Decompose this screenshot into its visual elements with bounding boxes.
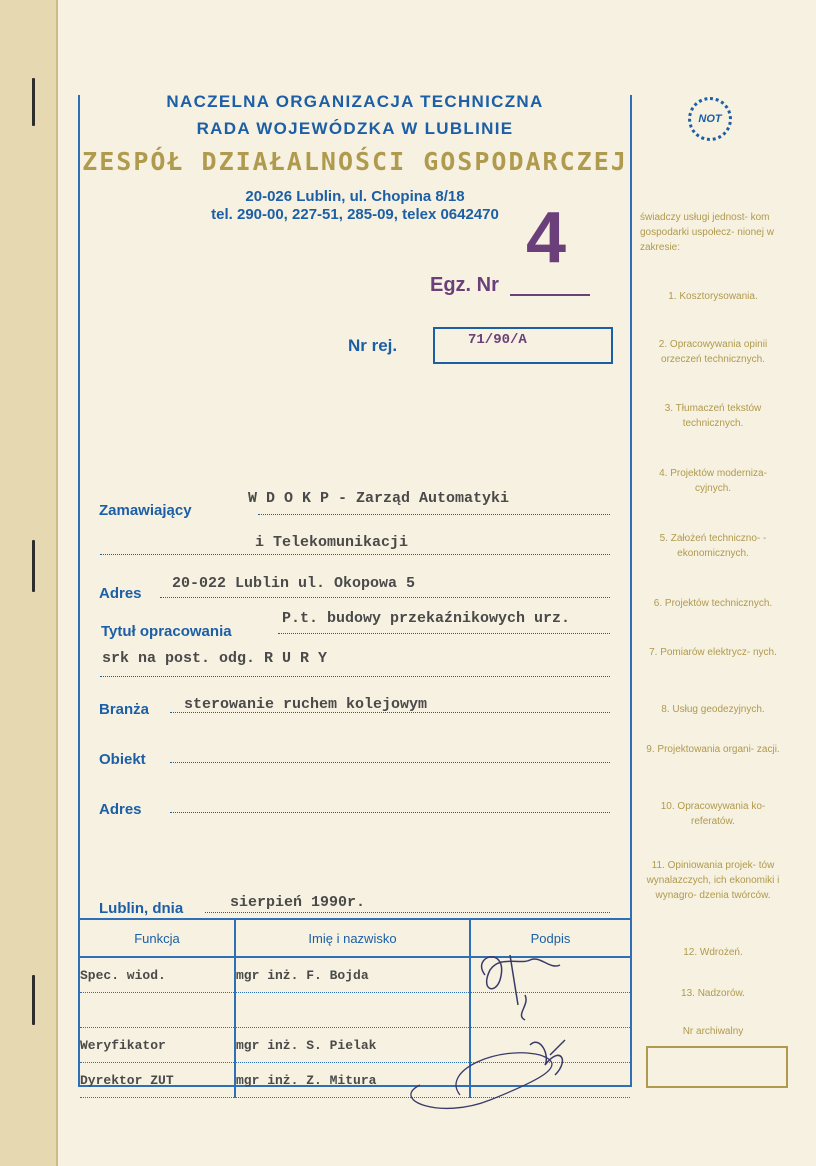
dotted-line bbox=[160, 597, 610, 598]
date-value: sierpień 1990r. bbox=[230, 894, 366, 911]
staple bbox=[32, 975, 35, 1025]
frame-border bbox=[630, 95, 632, 1087]
copy-label: Egz. Nr bbox=[430, 274, 499, 296]
table-row bbox=[80, 1063, 630, 1098]
function-cell: Dyrektor ZUT bbox=[80, 1063, 235, 1098]
service-item: 2. Opracowywania opinii orzeczeń technicznych. bbox=[658, 339, 768, 365]
title-value-1: P.t. budowy przekaźnikowych urz. bbox=[282, 610, 571, 627]
service-item: 5. Założeń techniczno- -ekonomicznych. bbox=[659, 533, 767, 559]
not-logo-icon bbox=[688, 97, 732, 141]
service-item: 7. Pomiarów elektrycz- nych. bbox=[649, 647, 777, 658]
signature-cell bbox=[470, 1028, 630, 1063]
column-header: Funkcja bbox=[80, 919, 235, 957]
function-cell bbox=[80, 993, 235, 1028]
dotted-line bbox=[258, 514, 610, 515]
column-header: Imię i nazwisko bbox=[235, 919, 470, 957]
address-value: 20-022 Lublin ul. Okopowa 5 bbox=[172, 575, 416, 592]
date-label: Lublin, dnia bbox=[99, 900, 184, 917]
client-value-1: W D O K P - Zarząd Automatyki bbox=[248, 490, 510, 507]
organization-unit: ZESPÓŁ DZIAŁALNOŚCI GOSPODARCZEJ bbox=[82, 147, 628, 176]
signature-cell bbox=[470, 993, 630, 1028]
table-row bbox=[80, 1028, 630, 1063]
name-cell: mgr inż. Z. Mitura bbox=[235, 1063, 470, 1098]
service-item: 10. Opracowywania ko- referatów. bbox=[660, 801, 766, 827]
client-value-2: i Telekomunikacji bbox=[255, 534, 409, 551]
archive-label: Nr archiwalny bbox=[682, 1026, 744, 1037]
organization-name: NACZELNA ORGANIZACJA TECHNICZNA bbox=[166, 92, 544, 111]
name-cell: mgr inż. F. Bojda bbox=[235, 957, 470, 993]
services-intro: świadczy usługi jednost- kom gospodarki uspołecz- nionej w zakresie: bbox=[640, 212, 774, 253]
table-row bbox=[80, 993, 630, 1028]
object-label: Obiekt bbox=[99, 751, 146, 768]
name-cell: mgr inż. S. Pielak bbox=[235, 1028, 470, 1063]
dotted-line bbox=[170, 762, 610, 763]
service-item: 8. Usług geodezyjnych. bbox=[661, 704, 765, 715]
service-item: 9. Projektowania organi- zacji. bbox=[646, 744, 780, 755]
signature-cell bbox=[470, 1063, 630, 1098]
dotted-line bbox=[170, 812, 610, 813]
dotted-line bbox=[170, 712, 610, 713]
service-item: 11. Opiniowania projek- tów wynalazczych, ich ekonomiki i wynagro- dzenia twórców. bbox=[646, 860, 780, 901]
signature-cell bbox=[470, 957, 630, 993]
dotted-line bbox=[100, 554, 610, 555]
organization-council: RADA WOJEWÓDZKA W LUBLINIE bbox=[196, 119, 514, 138]
binder-spine bbox=[0, 0, 58, 1166]
service-item: 1. Kosztorysowania. bbox=[668, 291, 758, 302]
column-header: Podpis bbox=[470, 919, 630, 957]
branch-label: Branża bbox=[99, 701, 150, 718]
address-label: Adres bbox=[99, 585, 142, 602]
service-item: 12. Wdrożeń. bbox=[683, 947, 743, 958]
service-item: 4. Projektów moderniza- cyjnych. bbox=[659, 468, 767, 494]
staple bbox=[32, 540, 35, 592]
client-label: Zamawiający bbox=[99, 502, 192, 519]
service-item: 6. Projektów technicznych. bbox=[653, 598, 773, 609]
name-cell bbox=[235, 993, 470, 1028]
dotted-line bbox=[100, 676, 610, 677]
title-label: Tytuł opracowania bbox=[101, 623, 232, 640]
object-address-label: Adres bbox=[99, 801, 142, 818]
dotted-line bbox=[278, 633, 610, 634]
copy-number: 4 bbox=[526, 198, 567, 278]
title-value-2: srk na post. odg. R U R Y bbox=[102, 650, 328, 667]
logo-text: NOT bbox=[698, 113, 722, 125]
registration-value: 71/90/A bbox=[468, 332, 527, 348]
organization-address: 20-026 Lublin, ul. Chopina 8/18 bbox=[245, 188, 465, 205]
service-item: 13. Nadzorów. bbox=[681, 988, 745, 999]
signature-table bbox=[80, 918, 630, 1098]
staple bbox=[32, 78, 35, 126]
dotted-line bbox=[205, 912, 610, 913]
function-cell: Spec. wiod. bbox=[80, 957, 235, 993]
organization-contact: tel. 290-00, 227-51, 285-09, telex 0642470 bbox=[211, 206, 499, 223]
registration-label: Nr rej. bbox=[348, 336, 398, 355]
service-item: 3. Tłumaczeń tekstów technicznych. bbox=[664, 403, 762, 429]
branch-value: sterowanie ruchem kolejowym bbox=[184, 696, 428, 713]
table-header-row bbox=[80, 919, 630, 957]
function-cell: Weryfikator bbox=[80, 1028, 235, 1063]
table-row bbox=[80, 957, 630, 993]
copy-underline bbox=[510, 294, 590, 296]
archive-box bbox=[646, 1046, 788, 1088]
